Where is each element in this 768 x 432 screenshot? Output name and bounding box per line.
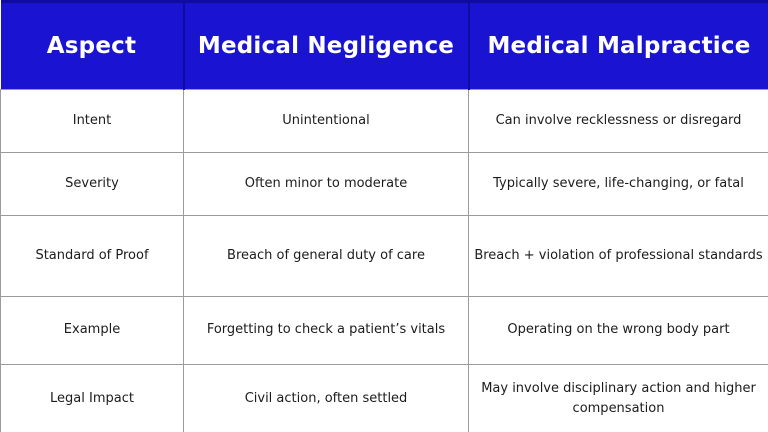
- malpractice-cell: May involve disciplinary action and higher compensation: [469, 365, 768, 432]
- table-row-intent: [1, 90, 768, 153]
- aspect-cell: Legal Impact: [1, 365, 184, 432]
- aspect-cell: Standard of Proof: [1, 216, 184, 297]
- negligence-cell: Unintentional: [184, 90, 469, 153]
- table-row-standard-of-proof: [1, 216, 768, 297]
- table-row-legal-impact: [1, 365, 768, 432]
- aspect-cell: Severity: [1, 153, 184, 216]
- table-row-example: [1, 297, 768, 365]
- header-aspect: Aspect: [1, 2, 184, 90]
- table-header-row: [1, 2, 768, 90]
- aspect-cell: Example: [1, 297, 184, 365]
- table-row-severity: [1, 153, 768, 216]
- aspect-cell: Intent: [1, 90, 184, 153]
- negligence-cell: Forgetting to check a patient’s vitals: [184, 297, 469, 365]
- malpractice-cell: Breach + violation of professional standards: [469, 216, 768, 297]
- negligence-cell: Often minor to moderate: [184, 153, 469, 216]
- header-medical-malpractice: Medical Malpractice: [469, 2, 768, 90]
- malpractice-cell: Can involve recklessness or disregard: [469, 90, 768, 153]
- malpractice-cell: Operating on the wrong body part: [469, 297, 768, 365]
- negligence-cell: Breach of general duty of care: [184, 216, 469, 297]
- header-medical-negligence: Medical Negligence: [184, 2, 469, 90]
- negligence-cell: Civil action, often settled: [184, 365, 469, 432]
- malpractice-cell: Typically severe, life-changing, or fatal: [469, 153, 768, 216]
